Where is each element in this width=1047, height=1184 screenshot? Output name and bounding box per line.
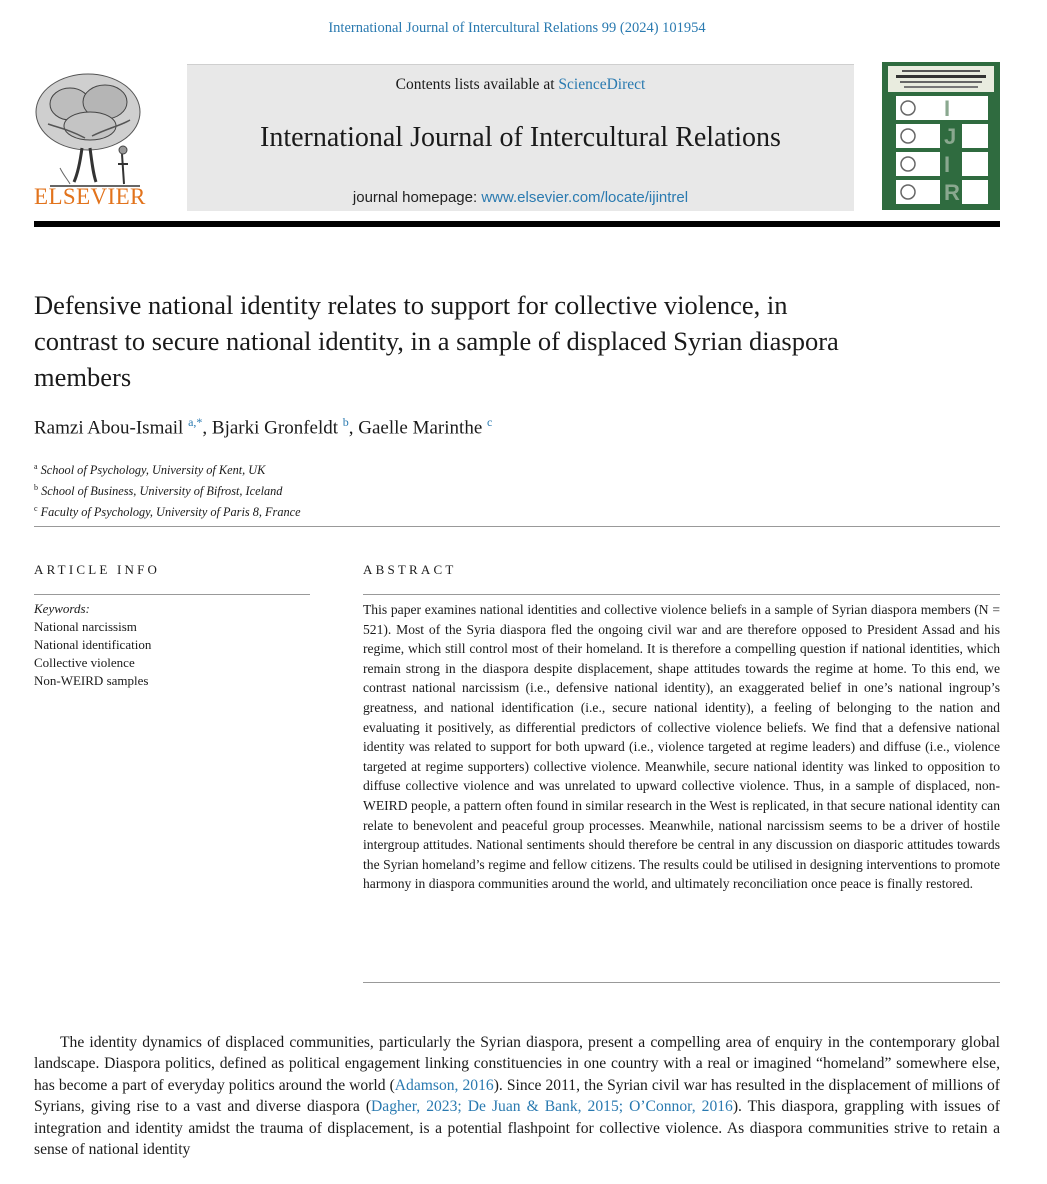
- affiliation-text: School of Business, University of Bifrost, Iceland: [41, 484, 283, 499]
- publisher-name: ELSEVIER: [34, 184, 146, 209]
- affiliation-item: [34, 458, 301, 479]
- citation-link-adamson[interactable]: Adamson, 2016: [394, 1076, 494, 1094]
- cover-letter: I: [944, 96, 951, 121]
- abstract-heading: ABSTRACT: [363, 562, 457, 577]
- affiliation-list: [34, 458, 301, 521]
- affiliation-marker: b: [34, 483, 38, 493]
- citation-link-dagher[interactable]: Dagher, 2023; De Juan & Bank, 2015; O’Connor, 2016: [371, 1098, 733, 1116]
- keywords-label: Keywords:: [34, 601, 90, 616]
- homepage-link[interactable]: www.elsevier.com/locate/ijintrel: [481, 189, 689, 206]
- affiliation-text: School of Psychology, University of Kent, UK: [40, 463, 266, 478]
- author-affiliation-marker[interactable]: a,*: [188, 415, 203, 429]
- article-info-rule: [34, 594, 310, 595]
- contents-line: Contents lists available at ScienceDirect: [395, 76, 646, 93]
- body-paragraph: The identity dynamics of displaced communities, particularly the Syrian diaspora, present a compelling area of enquiry in the contemporary global landscape. Diaspora politics, defined as political engagement linking constituencies in one country with a real or imagined “homeland” somewhere else, has become a part of everyday politics around the world (Adamson, 2016). Since 2011, the Syrian civil war has resulted in the displacement of millions of Syrians, giving rise to a vast and diverse diaspora (Dagher, 2023; De Juan & Bank, 2015; O’Connor, 2016). This diaspora, grappling with issues of integration and identity amidst the trauma of displacement, is a potential flashpoint for collective violence. As diaspora communities strive to retain a sense of national identity: [34, 1034, 1000, 1159]
- author-name: Bjarki Gronfeldt: [211, 417, 339, 439]
- keyword-item: Collective violence: [34, 655, 135, 670]
- header-rule: [34, 221, 1000, 227]
- abstract-text: This paper examines national identities and collective violence beliefs in a sample of Syrian diaspora members (N = 521). Most of the Syria diaspora fled the ongoing civil war and are therefore opposed to President Assad and his regime, which still control most of their homeland. It is therefore a compelling question if national identities, which remain strong in the diaspora despite displacement, shape attitudes towards the regime at home. To this end, we contrast national narcissism (i.e., defensive national identity), an exaggerated belief in one’s national ingroup’s greatness, and national identification (i.e., secure national identity), a feeling of belonging to the nation and evaluating it positively, as differential predictors of collective violence beliefs. We find that a defensive national identity was related to support for both upward (i.e., violence targeted at regime leaders) and diffuse (i.e., violence targeted at regime supporters) collective violence. Meanwhile, secure national identity was linked to opposition to diffuse collective violence and was unrelated to upward collective violence. Thus, in a sample of displaced, non-WEIRD people, a pattern often found in similar research in the West is replicated, in that secure national identity can relate to benevolent and peaceful group processes. Meanwhile, national narcissism seems to be a driver of hostile intergroup attitudes. National sentiments should therefore be central in any discussion on diasporic attitudes towards the Syrian homeland’s regime and fellow citizens. The results could be utilised in designing interventions to promote harmony in diaspora communities around the world, and ultimately reconciliation once peace is finally restored.: [363, 602, 1000, 892]
- affiliation-marker: a: [34, 462, 38, 471]
- sciencedirect-link[interactable]: ScienceDirect: [558, 76, 646, 93]
- journal-cover-image[interactable]: [882, 62, 1000, 210]
- keyword-item: Non-WEIRD samples: [34, 673, 149, 688]
- author-separator: ,: [348, 417, 359, 439]
- running-head[interactable]: International Journal of Intercultural Relations 99 (2024) 101954: [328, 20, 706, 36]
- affiliation-marker: c: [34, 504, 38, 514]
- journal-name: International Journal of Intercultural Relations: [260, 122, 781, 153]
- author-name: Gaelle Marinthe: [358, 417, 483, 439]
- author-affiliation-marker[interactable]: c: [487, 415, 493, 429]
- keyword-item: National narcissism: [34, 619, 137, 634]
- cover-letter: R: [944, 180, 960, 205]
- section-divider: [34, 526, 1000, 527]
- abstract-rule: [363, 594, 1000, 595]
- keywords-block: [34, 600, 151, 690]
- article-info-heading: ARTICLE INFO: [34, 562, 161, 577]
- homepage-line: journal homepage: www.elsevier.com/locate/ijintrel: [352, 189, 689, 206]
- affiliation-item: [34, 479, 301, 500]
- author-list: [34, 415, 492, 439]
- author-name: Ramzi Abou-Ismail: [34, 417, 184, 439]
- abstract-end-rule: [363, 982, 1000, 983]
- author-affiliation-marker[interactable]: b: [342, 415, 349, 429]
- affiliation-item: [34, 500, 301, 521]
- keyword-item: National identification: [34, 637, 152, 652]
- author-separator: ,: [202, 417, 212, 439]
- cover-letter: I: [944, 152, 951, 177]
- affiliation-text: Faculty of Psychology, University of Paris 8, France: [40, 505, 301, 520]
- cover-letter: J: [944, 124, 957, 149]
- article-title: Defensive national identity relates to support for collective violence, in contrast to secure national identity, in a sample of displaced Syrian diaspora members: [34, 290, 839, 392]
- journal-banner: [187, 64, 854, 211]
